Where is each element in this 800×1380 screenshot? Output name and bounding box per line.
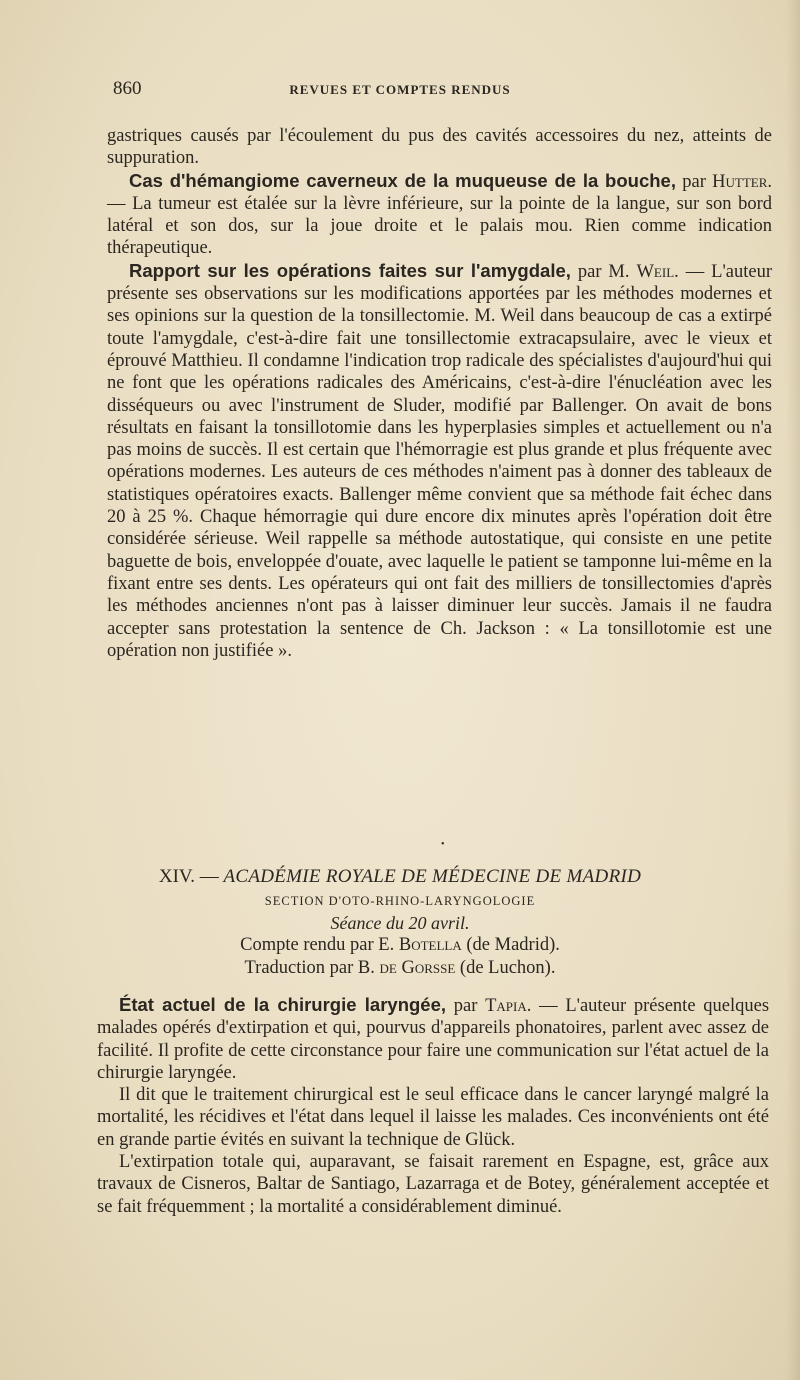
section-title: ACADÉMIE ROYALE DE MÉDECINE DE MADRID xyxy=(223,866,642,887)
running-title: REVUES ET COMPTES RENDUS xyxy=(289,82,511,97)
article-amygdale: Rapport sur les opérations faites sur l'amygdale, par M. Weil. — L'auteur présente ses observations sur les modifications apportées par les méthodes modernes et ses opinions sur la question de la tonsillectomie. M. Weil dans beaucoup de cas a extirpé toute l'amygdale, c'est-à-dire fait une tonsillectomie extracapsulaire, avec le vieux et éprouvé Matthieu. Il condamne l'indication trop radicale des spécialistes d'aujourd'hui qui ne font que les opérations radicales des Américains, c'est-à-dire l'énucléation avec les disséqueurs ou avec l'instrument de Sluder, modifié par Ballenger. On avait de bons résultats en faisant la tonsillotomie dans les hyperplasies simples et actuellement ou n'a pas moins de succès. Il est certain que l'hémorragie est plus grande et plus fréquente avec opérations modernes. Les auteurs de ces méthodes n'aiment pas à donner des tableaux de statistiques opératoires exacts. Ballenger même convient que sa méthode fait échec dans 20 à 25 %. Chaque hémorragie qui dure encore dix minutes après l'opération doit être considérée sérieuse. Weil rappelle sa méthode autostatique, qui consiste en une petite baguette de bois, enveloppée d'ouate, avec laquelle le patient se tamponne lui-même en la fixant entre ses dents. Les opérateurs qui ont fait des milliers de tonsillectomies d'après les méthodes anciennes n'ont pas à laisser diminuer leur succès. Jamais il ne faudra accepter sans protestation la sentence de Ch. Jackson : « La tonsillotomie est une opération non justifiée ». xyxy=(107,259,773,661)
article-title: État actuel de la chirurgie laryngée, xyxy=(119,994,447,1015)
author-name: Tapia xyxy=(485,996,527,1016)
article-text: . — L'auteur présente ses observations sur les modifications apportées par les méthodes modernes et ses opinions sur la question de la tonsillectomie. M. Weil dans beaucoup de cas a extirpé toute l'amygdale, c'est-à-dire fait une tonsillectomie extracapsulaire, avec le vieux et éprouvé Matthieu. Il condamne l'indication trop radicale des spécialistes d'aujourd'hui qui ne font que les opérations radicales des Américains, c'est-à-dire l'énucléation avec les disséqueurs ou avec l'instrument de Sluder, modifié par Ballenger. On avait de bons résultats en faisant la tonsillotomie dans les hyperplasies simples et actuellement ou n'a pas moins de succès. Il est certain que l'hémorragie est plus grande et plus fréquente avec opérations modernes. Les auteurs de ces méthodes n'aiment pas à donner des tableaux de statistiques opératoires exacts. Ballenger même convient que sa méthode fait échec dans 20 à 25 %. Chaque hémorragie qui dure encore dix minutes après l'opération doit être considérée sérieuse. Weil rappelle sa méthode autostatique, qui consiste en une petite baguette de bois, enveloppée d'ouate, avec laquelle le patient se tamponne lui-même en la fixant entre ses dents. Les opérateurs qui ont fait des milliers de tonsillectomies d'après les méthodes anciennes n'ont pas à laisser diminuer leur succès. Jamais il ne faudra accepter sans protestation la sentence de Ch. Jackson : « La tonsillotomie est une opération non justifiée ». xyxy=(107,261,773,661)
paragraph: Il dit que le traitement chirurgical est le seul efficace dans le cancer laryngé malgré la mortalité, les récidives et l'état dans lequel il laisse les malades. Ces inconvénients ont été en grande partie évités en suivant la technique de Glück. xyxy=(97,1085,769,1150)
continued-paragraph: gastriques causés par l'écoulement du pus des cavités accessoires du nez, atteints de suppuration. xyxy=(107,126,772,169)
section-heading: XIV. — ACADÉMIE ROYALE DE MÉDECINE DE MADRID xyxy=(158,866,642,887)
paragraph: L'extirpation totale qui, auparavant, se faisait rarement en Espagne, est, grâce aux travaux de Cisneros, Baltar de Santiago, Lazarraga et de Botey, généralement acceptée et se fait fréquemment ; la mortalité a considérablement diminué. xyxy=(97,1152,769,1217)
translation-credit: Traduction par B. de Gorsse (de Luchon). xyxy=(244,958,556,978)
article-chirurgie-laryngee: État actuel de la chirurgie laryngée, par Tapia. — L'auteur présente quelques malades opérés d'extirpation et qui, pourvus d'appareils phonatoires, parlent avec assez de facilité. Il profite de cette circonstance pour faire une communication sur l'état actuel de la chirurgie laryngée. xyxy=(97,994,770,1083)
report-credit: Compte rendu par E. Botella (de Madrid). xyxy=(240,935,560,955)
separator-mark: • xyxy=(441,839,445,850)
article-block-2 xyxy=(97,994,769,1218)
article-title: Cas d'hémangiome caverneux de la muqueuse de la bouche, xyxy=(129,169,676,191)
article-block-1 xyxy=(107,125,772,662)
article-text: . — L'auteur présente quelques malades opérés d'extirpation et qui, pourvus d'appareils phonatoires, parlent avec assez de facilité. Il profite de cette circonstance pour faire une communication sur l'état actuel de la chirurgie laryngée. xyxy=(97,996,770,1083)
page-number: 860 xyxy=(113,78,142,99)
subsection-heading: SECTION D'OTO-RHINO-LARYNGOLOGIE xyxy=(264,894,536,908)
article-text: . — La tumeur est étalée sur la lèvre inférieure, sur la pointe de la langue, sur son bord latéral et son dos, sur la joue droite et le palais mou. Rien comme indication thérapeutique. xyxy=(107,171,773,259)
article-title: Rapport sur les opérations faites sur l'amygdale, xyxy=(129,259,571,281)
author-name: Hutter xyxy=(712,171,768,192)
session-date: Séance du 20 avril. xyxy=(330,913,470,933)
author-name: Weil xyxy=(636,261,675,282)
article-hemangiome: Cas d'hémangiome caverneux de la muqueuse de la bouche, par Hutter. — La tumeur est étalée sur la lèvre inférieure, sur la pointe de la langue, sur son bord latéral et son dos, sur la joue droite et le palais mou. Rien comme indication thérapeutique. xyxy=(107,169,773,259)
